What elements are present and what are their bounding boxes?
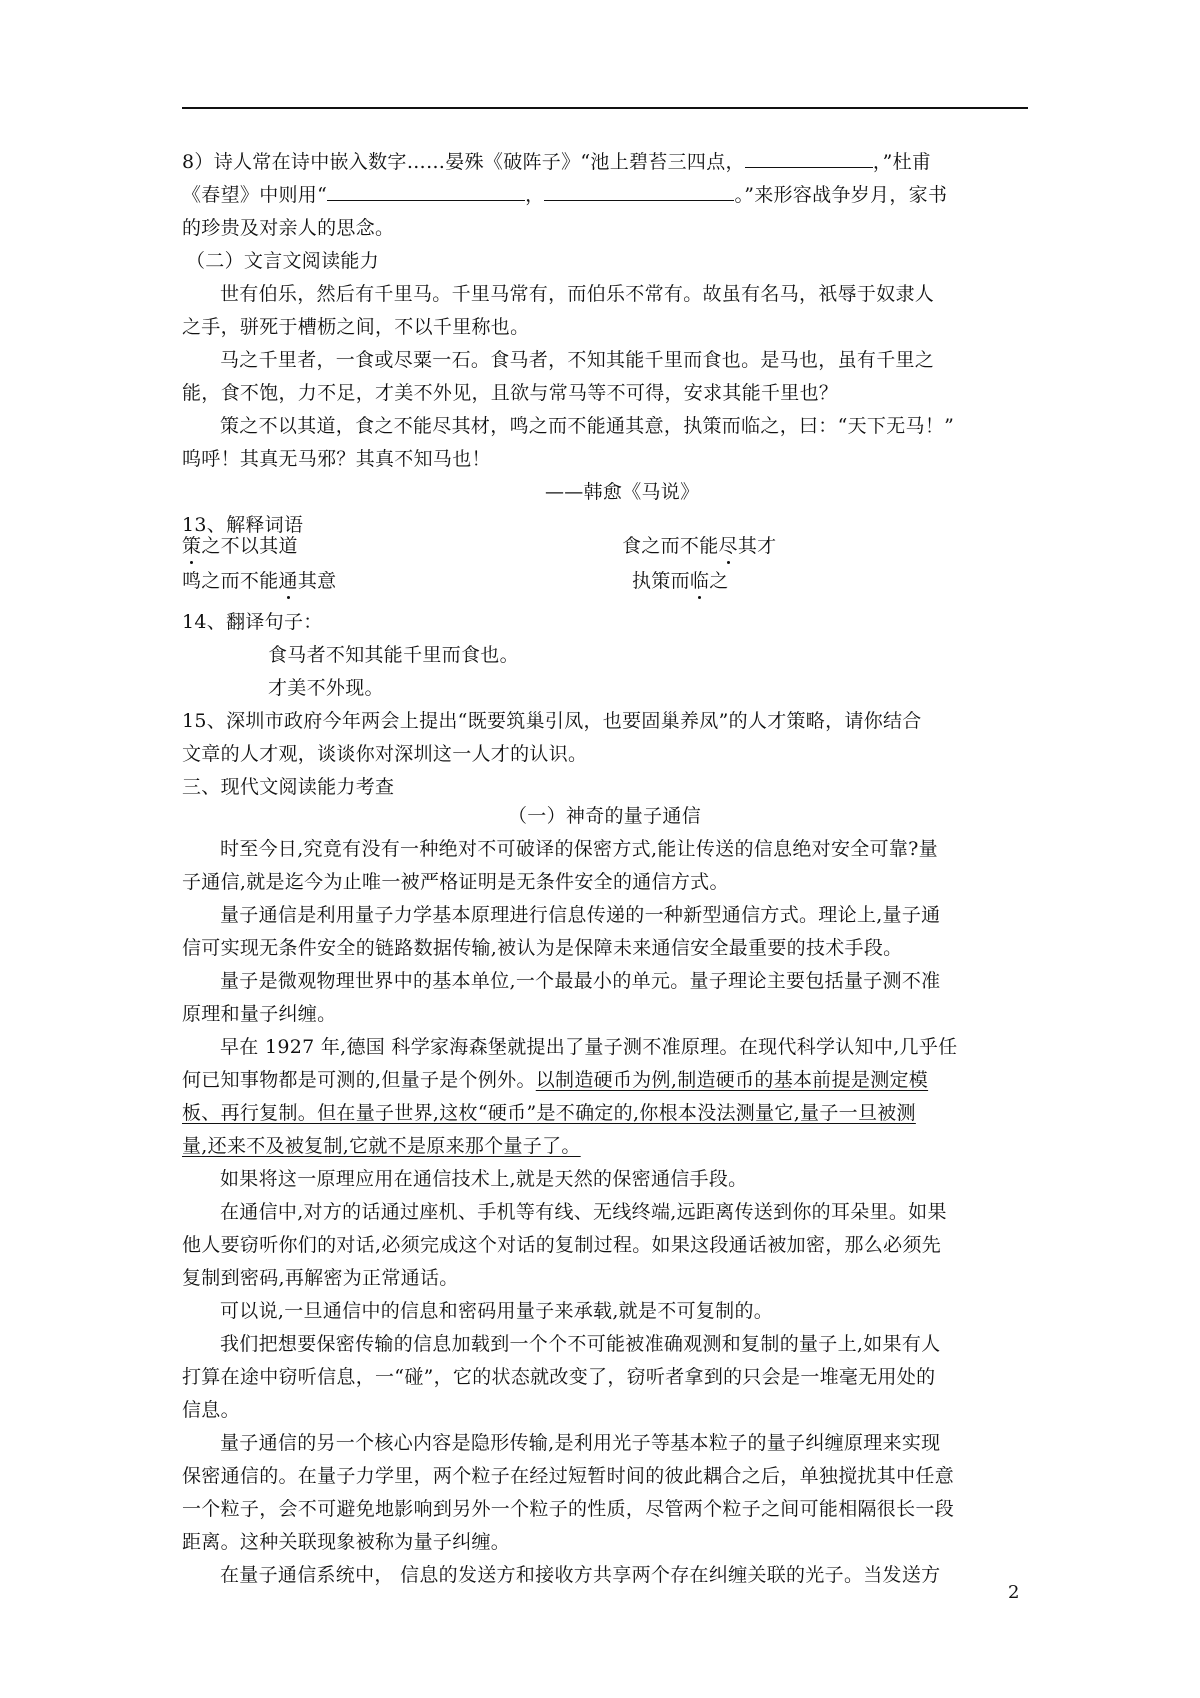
section-heading: （二）文言文阅读能力 (186, 250, 380, 272)
q8-line-3: 的珍贵及对亲人的思念。 (182, 217, 395, 239)
article-line: 量子是微观物理世界中的基本单位,一个最最小的单元。量子理论主要包括量子测不准 (220, 970, 941, 992)
page-number: 2 (1008, 1582, 1020, 1603)
classical-paragraph: 马之千里者，一食或尽粟一石。食马者，不知其能千里而食也。是马也，虽有千里之 (220, 349, 935, 371)
source-citation: ——韩愈《马说》 (545, 481, 700, 503)
article-line: 他人要窃听你们的对话,必须完成这个对话的复制过程。如果这段通话被加密，那么必须先 (182, 1234, 942, 1256)
translate-sentence: 才美不外现。 (268, 677, 384, 699)
question-title: 14、翻译句子： (182, 611, 323, 633)
article-line: 保密通信的。在量子力学里，两个粒子在经过短暂时间的彼此耦合之后，单独搅扰其中任意 (182, 1465, 955, 1487)
article-line: 原理和量子纠缠。 (182, 1003, 337, 1025)
question-text: 文章的人才观，谈谈你对深圳这一人才的认识。 (182, 743, 588, 765)
article-line: 量子通信的另一个核心内容是隐形传输,是利用光子等基本粒子的量子纠缠原理来实现 (220, 1432, 941, 1454)
underlined-passage: 以制造硬币为例,制造硬币的基本前提是测定模 (535, 1069, 929, 1091)
term-item: 食之而不能尽其才 (622, 535, 777, 557)
underlined-passage: 量,还来不及被复制,它就不是原来那个量子了。 (182, 1135, 581, 1157)
article-line: 时至今日,究竟有没有一种绝对不可破译的保密方式,能让传送的信息绝对安全可靠?量 (220, 838, 938, 860)
article-line: 打算在途中窃听信息，一“碰”，它的状态就改变了，窃听者拿到的只会是一堆毫无用处的 (182, 1366, 936, 1388)
fill-blank[interactable] (544, 182, 734, 201)
term-item: 鸣之而不能通其意 (182, 570, 337, 592)
question-title: 13、解释词语 (182, 514, 304, 536)
article-line: 我们把想要保密传输的信息加载到一个个不可能被准确观测和复制的量子上,如果有人 (220, 1333, 941, 1355)
underlined-passage: 板、再行复制。但在量子世界,这枚“硬币”是不确定的,你根本没法测量它,量子一旦被测 (182, 1102, 916, 1124)
article-line: 量子通信是利用量子力学基本原理进行信息传递的一种新型通信方式。理论上,量子通 (220, 904, 941, 926)
question-text: 15、深圳市政府今年两会上提出“既要筑巢引凤，也要固巢养凤”的人才策略，请你结合 (182, 710, 922, 732)
article-line: 在量子通信系统中， 信息的发送方和接收方共享两个存在纠缠关联的光子。当发送方 (220, 1564, 941, 1586)
article-line: 信息。 (182, 1399, 240, 1421)
article-title: （一）神奇的量子通信 (508, 805, 702, 827)
article-line: 如果将这一原理应用在通信技术上,就是天然的保密通信手段。 (220, 1168, 748, 1190)
classical-paragraph: 能，食不饱，力不足，才美不外见，且欲与常马等不可得，安求其能千里也？ (182, 382, 839, 404)
article-line: 一个粒子，会不可避免地影响到另外一个粒子的性质，尽管两个粒子之间可能相隔很长一段 (182, 1498, 955, 1520)
article-line: 子通信,就是迄今为止唯一被严格证明是无条件安全的通信方式。 (182, 871, 729, 893)
article-line: 距离。这种关联现象被称为量子纠缠。 (182, 1531, 511, 1553)
article-line: 早在 1927 年,德国 科学家海森堡就提出了量子测不准原理。在现代科学认知中,几乎任 (220, 1036, 958, 1058)
fill-blank[interactable] (327, 182, 525, 201)
q8-line-1: 8）诗人常在诗中嵌入数字……晏殊《破阵子》“池上碧苔三四点， ，”杜甫 (182, 151, 932, 173)
classical-paragraph: 之手，骈死于槽枥之间，不以千里称也。 (182, 316, 530, 338)
term-item: 执策而临之 (632, 570, 729, 592)
article-line: 信可实现无条件安全的链路数据传输,被认为是保障未来通信安全最重要的技术手段。 (182, 937, 903, 959)
classical-paragraph: 呜呼！其真无马邪？其真不知马也！ (182, 448, 491, 470)
header-rule (182, 107, 1028, 109)
article-line: 可以说,一旦通信中的信息和密码用量子来承载,就是不可复制的。 (220, 1300, 774, 1322)
article-line: 复制到密码,再解密为正常通话。 (182, 1267, 459, 1289)
term-item: 策之不以其道 (182, 535, 298, 557)
fill-blank[interactable] (745, 149, 873, 168)
translate-sentence: 食马者不知其能千里而食也。 (268, 644, 519, 666)
section-heading: 三、现代文阅读能力考查 (182, 776, 395, 798)
classical-paragraph: 策之不以其道，食之不能尽其材，鸣之而不能通其意，执策而临之，曰：“天下无马！” (220, 415, 955, 437)
article-line: 在通信中,对方的话通过座机、手机等有线、无线终端,远距离传送到你的耳朵里。如果 (220, 1201, 947, 1223)
classical-paragraph: 世有伯乐，然后有千里马。千里马常有，而伯乐不常有。故虽有名马，祇辱于奴隶人 (220, 283, 935, 305)
article-line: 何已知事物都是可测的,但量子是个例外。以制造硬币为例,制造硬币的基本前提是测定模 (182, 1069, 929, 1091)
q8-line-2: 《春望》中则用“ ， 。”来形容战争岁月，家书 (182, 184, 948, 206)
